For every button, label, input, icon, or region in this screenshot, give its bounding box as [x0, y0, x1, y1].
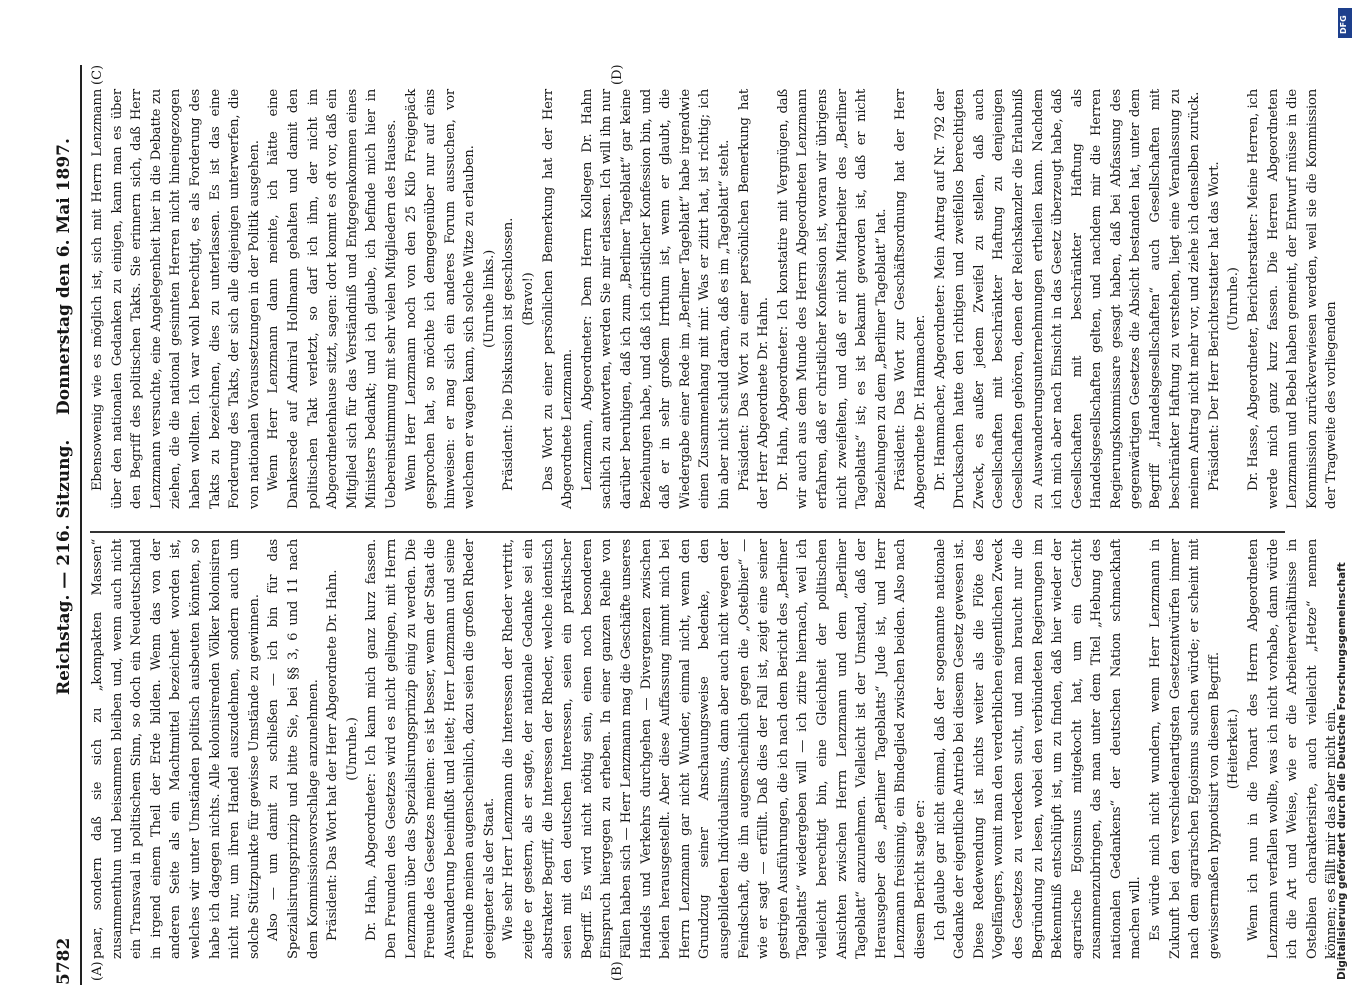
- dfg-logo: [1338, 8, 1352, 38]
- margin-marker-d: (D): [610, 64, 625, 85]
- margin-marker-a: (A): [90, 961, 105, 981]
- interjection: (Bravo!): [521, 272, 537, 326]
- speech: Dr. Hahn, Abgeordneter: Ich kann mich ganz kurz fassen. Den Freunden des Gesetzes wird es nicht gelingen, mit Herrn Lenzmann über das Spezialisirungsprinzip einig zu werden. Die Freunde des Gesetzes meinen: es ist besser, wenn der Staat die Auswanderung beeinflußt und leitet; Herr Lenzmann und seine Freunde meinen augenscheinlich, dazu seien die großen Rheder geeigneter als der Staat.: [364, 539, 497, 959]
- session-title: Reichstag. — 216. Sitzung.: [54, 439, 74, 695]
- paragraph: Also — um damit zu schließen — ich bin für das Spezialisirungsprinzip und bitte Sie, bei §§ 3, 6 und 11 nach dem Kommissionsvorschlage anzunehmen.: [266, 539, 321, 959]
- dfg-logo-text: DFG: [1339, 15, 1348, 34]
- interjection: (Unruhe links.): [481, 249, 497, 349]
- paragraph: Wenn ich nun in die Tonart des Herrn Abgeordneten Lenzmann verfallen wollte, was ich nicht vorhabe, dann würde ich die Art und Weise, wie er die Arbeiterverhältnisse in Ostelbien charakterisirte, auch vielleicht „Hetze“ nennen können; es fällt mir das aber nicht ein.: [1246, 539, 1340, 959]
- left-column: [88, 539, 1340, 959]
- president-remark: Präsident: Das Wort zu einer persönlichen Bemerkung hat der Herr Abgeordnete Dr. Hahn.: [736, 89, 772, 509]
- speech: Dr. Hammacher, Abgeordneter: Mein Antrag auf Nr. 792 der Drucksachen hatte den richtigen und zweifellos berechtigten Zweck, es außer jedem Zweifel zu stellen, daß auch Gesellschaften mit beschränkter Haftung zu denjenigen Gesellschaften gehören, denen der Reichskanzler die Erlaubniß zu Auswanderungsunternehmungen ertheilen kann. Nachdem ich mich aber nach Einsicht in das Gesetz überzeugt habe, daß Gesellschaften mit beschränkter Haftung als Handelsgesellschaften gelten, und nachdem mir die Herren Regierungskommissare gesagt haben, daß bei Abfassung des gegenwärtigen Gesetzes die Absicht bestanden hat, unter dem Begriff „Handelsgesellschaften“ auch Gesellschaften mit beschränkter Haftung zu verstehen, liegt eine Veranlassung zu meinem Antrag nicht mehr vor, und ziehe ich denselben zurück.: [932, 89, 1203, 509]
- margin-marker-b: (B): [610, 961, 625, 981]
- margin-marker-c: (C): [90, 64, 105, 85]
- right-column: [88, 89, 1340, 509]
- paragraph: Wenn Herr Lenzmann dann meinte, ich hätte eine Dankesrede auf Admiral Hollmann gehalten und damit den politischen Takt verletzt, so darf ich ihm, der nicht im Abgeordnetenhause sitzt, sagen: dort kommt es oft vor, daß ein Mitglied sich für das Verständniß und Entgegenkommen eines Ministers bedankt; und ich glaube, ich befinde mich hier in Uebereinstimmung mit sehr vielen Mitgliedern des Hauses.: [266, 89, 399, 509]
- president-remark: Präsident: Die Diskussion ist geschlossen.: [501, 217, 517, 491]
- page-number: 5782: [54, 937, 74, 985]
- president-remark: Präsident: Der Herr Berichterstatter hat das Wort.: [1206, 161, 1222, 491]
- paragraph: Es würde mich nicht wundern, wenn Herr Lenzmann in Zukunft bei den verschiedenartigsten Gesetzentwürfen immer nach dem agrarischen Egoismus suchen würde; er scheint mit gewissermaßen hypnotisirt von diesem Begriff.: [1148, 539, 1222, 959]
- speech: Dr. Hasse, Abgeordneter, Berichterstatter: Meine Herren, ich werde mich ganz kurz fassen. Die Herren Abgeordneten Lenzmann und Bebel haben gemeint, der Entwurf müsse in die Kommission zurückverwiesen werden, weil sie die Kommission der Tragweite des vorliegenden: [1246, 89, 1340, 509]
- speech: Dr. Hahn, Abgeordneter: Ich konstatire mit Vergnügen, daß wir auch aus dem Munde des Herrn Abgeordneten Lenzmann erfahren, daß er christlicher Konfession ist, woran wir übrigens nicht zweifelten, und daß er nicht Mitarbeiter des „Berliner Tageblatts“ ist; es ist bekannt geworden ist, daß er nicht Beziehungen zu dem „Berliner Tageblatt“ hat.: [775, 89, 889, 509]
- newspaper-page: [50, 64, 1340, 985]
- quotation: Ich glaube gar nicht einmal, daß der sogenannte nationale Gedanke der eigentliche Antrieb bei diesem Gesetz gewesen ist. Diese Redewendung ist nichts weiter als die Flöte des Vogelfängers, womit man den verderblichen eigentlichen Zweck des Gesetzes zu verdecken sucht, und man braucht nur die Begründung zu lesen, wobei den verbündeten Regierungen im Bekenntniß entschlüpft ist, um zu finden, daß hier wieder der agrarische Egoismus mitgekocht hat, um ein Gericht zusammenzubringen, das man unter dem Titel „Hebung des nationalen Gedankens“ der deutschen Nation schmackhaft machen will.: [932, 539, 1144, 959]
- paragraph: Wie sehr Herr Lenzmann die Interessen der Rheder vertritt, zeigte er gestern, als er sagte, der nationale Gedanke sei ein abstrakter Begriff, die Interessen der Rheder, welche identisch seien mit den deutschen Interessen, seien ein praktischer Begriff. Es wird nicht nöthig sein, einen noch besonderen Einspruch hiergegen zu erheben. In einer ganzen Reihe von Fällen haben sich — Herr Lenzmann mag die Geschäfte unseres Handels und Verkehrs durchgehen — Divergenzen zwischen beiden herausgestellt. Aber diese Auffassung nimmt mich bei Herrn Lenzmann gar nicht Wunder, einmal nicht, wenn den Grundzug seiner Anschauungsweise bedenke, den ausgebildeten Individualismus, dann aber auch nicht wegen der Feindschaft, die ihn augenscheinlich gegen die „Ostelbier“ — wie er sagt — erfüllt. Daß dies der Fall ist, zeigt eine seiner gestrigen Ausführungen, die ich nach dem Bericht des „Berliner Tageblatts“ wiedergeben will — ich zitire hiernach, weil ich vielleicht berechtigt bin, eine Gleichheit der politischen Ansichten zwischen Herrn Lenzmann und dem „Berliner Tageblatt“ anzunehmen. Vielleicht ist der Umstand, daß der Herausgeber des „Berliner Tageblatts“ Jude ist, und Herr Lenzmann freisinnig, ein Bindeglied zwischen beiden. Also nach diesem Bericht sagte er:: [501, 539, 928, 959]
- paragraph: Das Wort zu einer persönlichen Bemerkung hat der Herr Abgeordnete Lenzmann.: [540, 89, 576, 509]
- paragraph: Ebensowenig wie es möglich ist, sich mit Herrn Lenzmann über den nationalen Gedanken zu einigen, kann man es über den Begriff des politischen Takts. Sie erinnern sich, daß Herr Lenzmann versuchte, eine Angelegenheit hier in die Debatte zu ziehen, die die national gesinnten Herren nicht hineingezogen haben wollten. Ich war wohl berechtigt, es als Forderung des Takts zu bezeichnen, dies zu unterlassen. Es ist das eine Forderung des Takts, der sich alle diejenigen unterwerfen, die von nationalen Voraussetzungen in der Politik ausgehen.: [90, 89, 262, 509]
- column-divider: [90, 531, 1285, 533]
- page-header: [50, 65, 80, 985]
- session-date: Donnerstag den 6. Mai 1897.: [54, 138, 74, 415]
- paragraph: Wenn Herr Lenzmann noch von den 25 Kilo Freigepäck gesprochen hat, so möchte ich demgegenüber nur auf eins hinweisen: er mag sich ein anderes Forum aussuchen, vor welchem er wagen kann, sich solche Witze zu erlauben.: [403, 89, 478, 509]
- interjection: (Heiterkeit.): [1226, 708, 1242, 790]
- interjection: (Unruhe.): [344, 717, 360, 781]
- header-rule: [80, 65, 82, 985]
- president-remark: Präsident: Das Wort hat der Herr Abgeordnete Dr. Hahn.: [325, 569, 341, 941]
- digitization-credit: Digitalisierung gefördert durch die Deutsche Forschungsgemeinschaft: [1336, 562, 1348, 980]
- speech: Lenzmann, Abgeordneter: Dem Herrn Kollegen Dr. Hahn sachlich zu antworten, werden Sie mir erlassen. Ich will ihn nur darüber beruhigen, daß ich zum „Berliner Tageblatt“ gar keine Beziehungen habe, und daß ich christlicher Konfession bin, und daß er in sehr großem Irrthum ist, wenn er glaubt, die Wiedergabe einer Rede im „Berliner Tageblatt“ habe irgendwie einen Zusammenhang mit mir. Was er zitirt hat, ist richtig; ich bin aber nicht schuld daran, daß es im „Tageblatt“ steht.: [579, 89, 732, 509]
- paragraph: paar, sondern daß sie sich zu „kompakten Massen“ zusammenthun und beisammen bleiben und, wenn auch nicht ein Transvaal in politischem Sinn, so doch ein Neudeutschland in irgend einem Theil der Erde bilden. Wenn das von der anderen Seite als ein Machtmittel bezeichnet worden ist, welches wir unter Umständen politisch ausbeuten könnten, so habe ich dagegen nichts. Alle kolonisirenden Völker kolonisiren nicht nur, um ihren Handel auszudehnen, sondern auch um solche Stützpunkte für gewisse Umstände zu gewinnen.: [90, 539, 262, 959]
- interjection: (Unruhe.): [1226, 267, 1242, 331]
- president-remark: Präsident: Das Wort zur Geschäftsordnung hat der Herr Abgeordnete Dr. Hammacher.: [893, 89, 928, 509]
